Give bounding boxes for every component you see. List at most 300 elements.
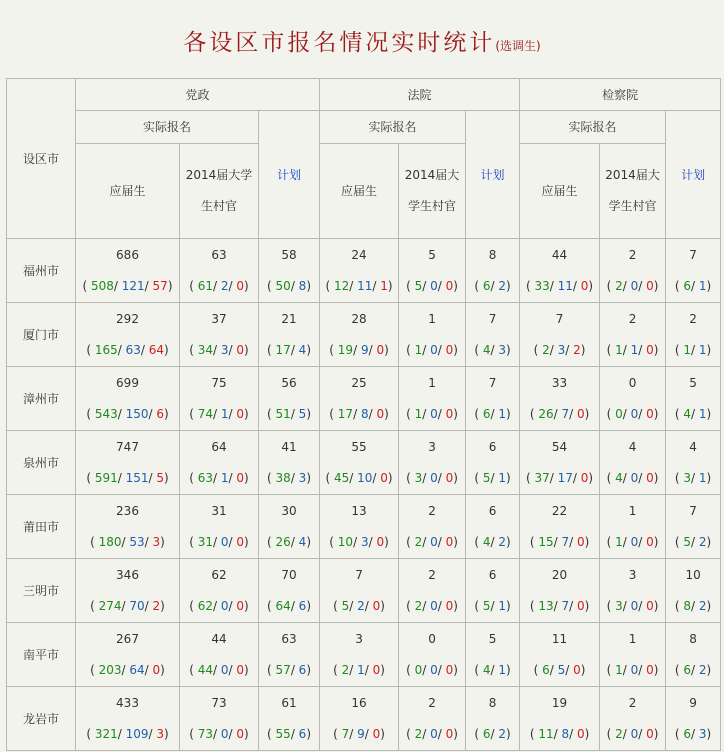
table-row [7, 687, 721, 751]
stat-breakdown: ( 6/ 2) [674, 663, 712, 677]
stat-cell [666, 367, 721, 431]
city-cell: 莆田市 [7, 495, 76, 559]
breakdown-value: 11 [357, 279, 373, 293]
stat-breakdown: ( 44/ 0/ 0) [189, 663, 249, 677]
stat-cell [180, 623, 259, 687]
breakdown-value: 17 [557, 471, 573, 485]
stat-cell [320, 495, 399, 559]
breakdown-value: 3 [156, 727, 164, 741]
breakdown-value: 0 [430, 599, 438, 613]
breakdown-value: 3 [557, 343, 566, 357]
breakdown-value: 2 [698, 599, 707, 613]
stat-breakdown: ( 63/ 1/ 0) [189, 471, 249, 485]
stat-total: 63 [211, 248, 227, 262]
header-plan-procuratorate: 计划 [666, 111, 721, 239]
breakdown-value: 6 [683, 727, 692, 741]
breakdown-value: 26 [275, 535, 291, 549]
stat-breakdown: ( 33/ 11/ 0) [526, 279, 594, 293]
stat-total: 7 [355, 568, 363, 582]
stat-breakdown: ( 6/ 1) [674, 279, 712, 293]
stat-cell [76, 303, 180, 367]
stat-cell [180, 239, 259, 303]
stat-breakdown: ( 2/ 0/ 0) [406, 599, 458, 613]
stat-cell [466, 687, 520, 751]
stat-cell [399, 495, 466, 559]
breakdown-value: 5 [414, 279, 423, 293]
stat-breakdown: ( 2/ 0/ 0) [406, 727, 458, 741]
stat-total: 11 [551, 632, 568, 646]
stat-total: 2 [628, 248, 637, 262]
stat-total: 62 [211, 568, 227, 582]
stat-cell [520, 239, 600, 303]
breakdown-value: 0 [220, 599, 229, 613]
header-group-court: 法院 [320, 79, 520, 111]
breakdown-value: 0 [430, 407, 438, 421]
breakdown-value: 2 [698, 535, 707, 549]
stat-cell [320, 623, 399, 687]
breakdown-value: 0 [236, 407, 245, 421]
stat-cell [399, 431, 466, 495]
breakdown-value: 1 [220, 407, 229, 421]
stat-total: 2 [628, 312, 637, 326]
breakdown-value: 0 [630, 471, 639, 485]
breakdown-value: 3 [220, 343, 229, 357]
stat-breakdown: ( 19/ 9/ 0) [329, 343, 389, 357]
stat-breakdown: ( 8/ 2) [674, 599, 712, 613]
breakdown-value: 5 [482, 599, 491, 613]
breakdown-value: 0 [580, 279, 589, 293]
stat-cell [259, 303, 320, 367]
stat-breakdown: ( 2/ 3/ 2) [533, 343, 586, 357]
stat-breakdown: ( 50/ 8) [267, 279, 311, 293]
breakdown-value: 34 [197, 343, 214, 357]
stat-breakdown: ( 5/ 1) [474, 471, 511, 485]
header-group-party: 党政 [76, 79, 320, 111]
breakdown-value: 1 [615, 343, 623, 357]
stat-cell [466, 495, 520, 559]
stat-total: 1 [628, 504, 637, 518]
breakdown-value: 0 [630, 727, 639, 741]
breakdown-value: 6 [156, 407, 164, 421]
stat-breakdown: ( 5/ 1) [474, 599, 511, 613]
breakdown-value: 6 [482, 727, 491, 741]
stat-breakdown: ( 2/ 0/ 0) [406, 535, 458, 549]
breakdown-value: 44 [197, 663, 214, 677]
stat-breakdown: ( 17/ 4) [267, 343, 311, 357]
breakdown-value: 203 [98, 663, 122, 677]
stat-breakdown: ( 1/ 0/ 0) [406, 343, 458, 357]
breakdown-value: 0 [576, 727, 585, 741]
stat-total: 24 [351, 248, 367, 262]
stat-total: 3 [355, 632, 363, 646]
stat-breakdown: ( 6/ 2) [474, 727, 511, 741]
stat-cell [259, 367, 320, 431]
stat-breakdown: ( 73/ 0/ 0) [189, 727, 249, 741]
stat-cell [600, 239, 666, 303]
stat-total: 41 [281, 440, 297, 454]
stat-cell [399, 239, 466, 303]
breakdown-value: 61 [197, 279, 214, 293]
stat-cell [600, 495, 666, 559]
stat-cell [76, 239, 180, 303]
breakdown-value: 2 [498, 279, 507, 293]
stat-breakdown: ( 543/ 150/ 6) [86, 407, 169, 421]
stat-breakdown: ( 1/ 0/ 0) [606, 663, 659, 677]
breakdown-value: 33 [534, 279, 550, 293]
stat-total: 7 [488, 376, 497, 390]
stat-total: 2 [428, 568, 436, 582]
stat-total: 16 [351, 696, 367, 710]
stat-cell [600, 303, 666, 367]
breakdown-value: 0 [430, 343, 438, 357]
stat-breakdown: ( 591/ 151/ 5) [86, 471, 169, 485]
stat-breakdown: ( 13/ 7/ 0) [529, 599, 590, 613]
breakdown-value: 180 [98, 535, 122, 549]
breakdown-value: 7 [341, 727, 350, 741]
table-body [7, 239, 721, 751]
breakdown-value: 15 [538, 535, 554, 549]
breakdown-value: 1 [414, 407, 423, 421]
breakdown-value: 0 [236, 727, 245, 741]
stat-breakdown: ( 3/ 0/ 0) [406, 471, 458, 485]
breakdown-value: 0 [580, 471, 589, 485]
breakdown-value: 0 [220, 663, 229, 677]
stat-cell [76, 431, 180, 495]
breakdown-value: 57 [152, 279, 168, 293]
stat-cell [76, 559, 180, 623]
breakdown-value: 0 [236, 535, 245, 549]
header-actual-procuratorate: 实际报名 [520, 111, 666, 144]
stat-cell [520, 431, 600, 495]
stat-total: 3 [628, 568, 637, 582]
breakdown-value: 17 [275, 343, 291, 357]
stat-breakdown: ( 6/ 3) [674, 727, 712, 741]
stats-table [6, 78, 721, 751]
stat-breakdown: ( 6/ 2) [474, 279, 511, 293]
breakdown-value: 4 [482, 535, 491, 549]
stat-cell [76, 623, 180, 687]
stat-breakdown: ( 34/ 3/ 0) [189, 343, 249, 357]
stat-cell [520, 623, 600, 687]
breakdown-value: 11 [538, 727, 554, 741]
breakdown-value: 274 [98, 599, 122, 613]
breakdown-value: 0 [646, 343, 654, 357]
breakdown-value: 3 [615, 599, 623, 613]
stat-total: 5 [689, 376, 697, 390]
table-row [7, 623, 721, 687]
city-cell: 泉州市 [7, 431, 76, 495]
breakdown-value: 17 [337, 407, 354, 421]
breakdown-value: 0 [630, 407, 639, 421]
breakdown-value: 0 [372, 599, 381, 613]
stat-breakdown: ( 2/ 0/ 0) [606, 727, 659, 741]
breakdown-value: 2 [414, 535, 423, 549]
stat-cell [399, 687, 466, 751]
breakdown-value: 0 [646, 279, 654, 293]
city-cell: 厦门市 [7, 303, 76, 367]
title-subtitle: (选调生) [495, 39, 541, 53]
breakdown-value: 64 [275, 599, 291, 613]
breakdown-value: 1 [414, 343, 423, 357]
breakdown-value: 4 [615, 471, 623, 485]
header-village-court: 2014届大学生村官 [399, 144, 466, 239]
stat-cell [666, 303, 721, 367]
stat-total: 7 [689, 248, 697, 262]
breakdown-value: 0 [430, 727, 438, 741]
breakdown-value: 1 [698, 471, 707, 485]
stat-total: 346 [116, 568, 139, 582]
table-row [7, 431, 721, 495]
stat-total: 75 [211, 376, 227, 390]
header-fresh-procuratorate: 应届生 [520, 144, 600, 239]
breakdown-value: 0 [646, 535, 654, 549]
stat-total: 6 [488, 440, 497, 454]
stat-total: 2 [628, 696, 637, 710]
breakdown-value: 0 [576, 535, 585, 549]
breakdown-value: 5 [298, 407, 307, 421]
breakdown-value: 0 [236, 279, 245, 293]
stat-total: 64 [211, 440, 227, 454]
stat-total: 7 [555, 312, 564, 326]
stat-total: 31 [211, 504, 227, 518]
stat-breakdown: ( 45/ 10/ 0) [325, 471, 393, 485]
breakdown-value: 0 [630, 279, 639, 293]
breakdown-value: 1 [698, 279, 707, 293]
stat-total: 0 [428, 632, 436, 646]
header-actual-party: 实际报名 [76, 111, 259, 144]
breakdown-value: 2 [357, 599, 365, 613]
breakdown-value: 5 [341, 599, 350, 613]
stat-total: 54 [551, 440, 568, 454]
stat-breakdown: ( 10/ 3/ 0) [329, 535, 389, 549]
breakdown-value: 38 [275, 471, 291, 485]
stat-breakdown: ( 6/ 1) [474, 407, 511, 421]
stat-total: 4 [628, 440, 637, 454]
stat-total: 10 [685, 568, 701, 582]
stat-total: 19 [551, 696, 568, 710]
breakdown-value: 0 [646, 663, 654, 677]
breakdown-value: 1 [357, 663, 365, 677]
breakdown-value: 6 [482, 407, 491, 421]
stat-cell [180, 687, 259, 751]
stat-total: 37 [211, 312, 227, 326]
stat-total: 2 [689, 312, 697, 326]
breakdown-value: 3 [683, 471, 692, 485]
breakdown-value: 5 [482, 471, 491, 485]
stat-breakdown: ( 31/ 0/ 0) [189, 535, 249, 549]
table-row [7, 495, 721, 559]
breakdown-value: 2 [341, 663, 350, 677]
breakdown-value: 3 [414, 471, 423, 485]
stat-breakdown: ( 4/ 1) [674, 407, 712, 421]
page-title [0, 24, 724, 57]
stat-breakdown: ( 203/ 64/ 0) [90, 663, 165, 677]
stat-breakdown: ( 4/ 0/ 0) [606, 471, 659, 485]
table-row [7, 239, 721, 303]
breakdown-value: 6 [298, 727, 307, 741]
breakdown-value: 1 [498, 471, 507, 485]
breakdown-value: 1 [380, 279, 388, 293]
stat-breakdown: ( 38/ 3) [267, 471, 311, 485]
breakdown-value: 0 [445, 407, 454, 421]
stat-cell [76, 687, 180, 751]
stat-breakdown: ( 1/ 0/ 0) [406, 407, 458, 421]
breakdown-value: 0 [236, 343, 245, 357]
breakdown-value: 45 [333, 471, 350, 485]
breakdown-value: 0 [646, 599, 654, 613]
header-plan-party: 计划 [259, 111, 320, 239]
stat-cell [520, 495, 600, 559]
stat-breakdown: ( 17/ 8/ 0) [329, 407, 389, 421]
breakdown-value: 7 [561, 407, 570, 421]
stat-cell [259, 239, 320, 303]
stat-cell [76, 367, 180, 431]
stat-total: 30 [281, 504, 297, 518]
breakdown-value: 64 [148, 343, 164, 357]
breakdown-value: 1 [498, 663, 507, 677]
breakdown-value: 1 [630, 343, 639, 357]
breakdown-value: 0 [236, 599, 245, 613]
breakdown-value: 7 [561, 535, 570, 549]
stat-cell [666, 687, 721, 751]
table-row [7, 367, 721, 431]
breakdown-value: 10 [357, 471, 373, 485]
stat-cell [180, 303, 259, 367]
stat-breakdown: ( 51/ 5) [267, 407, 311, 421]
breakdown-value: 3 [498, 343, 507, 357]
stat-total: 58 [281, 248, 297, 262]
stat-total: 2 [428, 696, 436, 710]
stat-total: 28 [351, 312, 367, 326]
stat-breakdown: ( 3/ 1) [674, 471, 712, 485]
breakdown-value: 19 [337, 343, 354, 357]
stat-total: 8 [488, 248, 497, 262]
stat-breakdown: ( 62/ 0/ 0) [189, 599, 249, 613]
stat-total: 7 [488, 312, 497, 326]
breakdown-value: 0 [430, 663, 438, 677]
breakdown-value: 9 [357, 727, 365, 741]
stat-breakdown: ( 12/ 11/ 1) [325, 279, 393, 293]
stat-total: 267 [116, 632, 139, 646]
breakdown-value: 591 [94, 471, 118, 485]
stat-breakdown: ( 15/ 7/ 0) [529, 535, 590, 549]
breakdown-value: 2 [498, 727, 507, 741]
breakdown-value: 0 [430, 279, 438, 293]
stat-breakdown: ( 55/ 6) [267, 727, 311, 741]
breakdown-value: 2 [615, 279, 623, 293]
breakdown-value: 6 [542, 663, 550, 677]
stat-breakdown: ( 37/ 17/ 0) [526, 471, 594, 485]
stat-total: 5 [488, 632, 497, 646]
stat-total: 44 [551, 248, 568, 262]
stat-breakdown: ( 2/ 0/ 0) [606, 279, 659, 293]
breakdown-value: 8 [683, 599, 692, 613]
breakdown-value: 1 [698, 343, 707, 357]
stat-breakdown: ( 180/ 53/ 3) [90, 535, 165, 549]
breakdown-value: 3 [298, 471, 307, 485]
breakdown-value: 51 [275, 407, 291, 421]
breakdown-value: 1 [615, 663, 623, 677]
stat-total: 686 [116, 248, 139, 262]
breakdown-value: 165 [94, 343, 118, 357]
stat-cell [666, 431, 721, 495]
stat-total: 1 [428, 312, 436, 326]
breakdown-value: 5 [156, 471, 164, 485]
stat-total: 1 [628, 632, 637, 646]
breakdown-value: 12 [333, 279, 350, 293]
breakdown-value: 1 [220, 471, 229, 485]
stat-cell [466, 367, 520, 431]
breakdown-value: 0 [220, 535, 229, 549]
stat-cell [666, 559, 721, 623]
stat-breakdown: ( 274/ 70/ 2) [90, 599, 165, 613]
breakdown-value: 0 [445, 599, 454, 613]
stat-total: 22 [551, 504, 568, 518]
breakdown-value: 0 [646, 407, 654, 421]
stat-total: 0 [628, 376, 637, 390]
table-header [7, 79, 721, 239]
stat-cell [466, 559, 520, 623]
breakdown-value: 6 [298, 663, 307, 677]
header-group-procuratorate: 检察院 [520, 79, 721, 111]
stat-total: 55 [351, 440, 367, 454]
breakdown-value: 2 [414, 727, 423, 741]
breakdown-value: 4 [482, 343, 491, 357]
stat-total: 1 [428, 376, 436, 390]
breakdown-value: 64 [129, 663, 145, 677]
breakdown-value: 63 [125, 343, 141, 357]
breakdown-value: 0 [152, 663, 161, 677]
stat-breakdown: ( 5/ 2/ 0) [333, 599, 385, 613]
stat-breakdown: ( 0/ 0/ 0) [606, 407, 659, 421]
stat-total: 70 [281, 568, 297, 582]
stat-breakdown: ( 26/ 4) [267, 535, 311, 549]
stat-cell [399, 303, 466, 367]
stat-cell [259, 431, 320, 495]
stat-total: 33 [551, 376, 568, 390]
stat-total: 21 [281, 312, 297, 326]
stat-cell [466, 431, 520, 495]
breakdown-value: 0 [445, 471, 454, 485]
breakdown-value: 0 [576, 407, 585, 421]
breakdown-value: 1 [615, 535, 623, 549]
stat-total: 9 [689, 696, 697, 710]
stat-total: 6 [488, 568, 497, 582]
breakdown-value: 0 [376, 343, 385, 357]
header-fresh-court: 应届生 [320, 144, 399, 239]
stat-cell [180, 367, 259, 431]
breakdown-value: 121 [121, 279, 145, 293]
breakdown-value: 6 [683, 279, 692, 293]
stat-total: 20 [551, 568, 568, 582]
stat-cell [520, 687, 600, 751]
stat-breakdown: ( 57/ 6) [267, 663, 311, 677]
stat-cell [180, 495, 259, 559]
stat-total: 61 [281, 696, 297, 710]
stat-breakdown: ( 7/ 9/ 0) [333, 727, 385, 741]
breakdown-value: 6 [683, 663, 692, 677]
city-cell: 漳州市 [7, 367, 76, 431]
stat-cell [320, 559, 399, 623]
breakdown-value: 0 [646, 727, 654, 741]
stat-cell [259, 495, 320, 559]
stat-cell [320, 239, 399, 303]
breakdown-value: 26 [538, 407, 554, 421]
header-village-party: 2014届大学生村官 [180, 144, 259, 239]
breakdown-value: 0 [236, 471, 245, 485]
stat-cell [399, 559, 466, 623]
stat-breakdown: ( 3/ 0/ 0) [606, 599, 659, 613]
